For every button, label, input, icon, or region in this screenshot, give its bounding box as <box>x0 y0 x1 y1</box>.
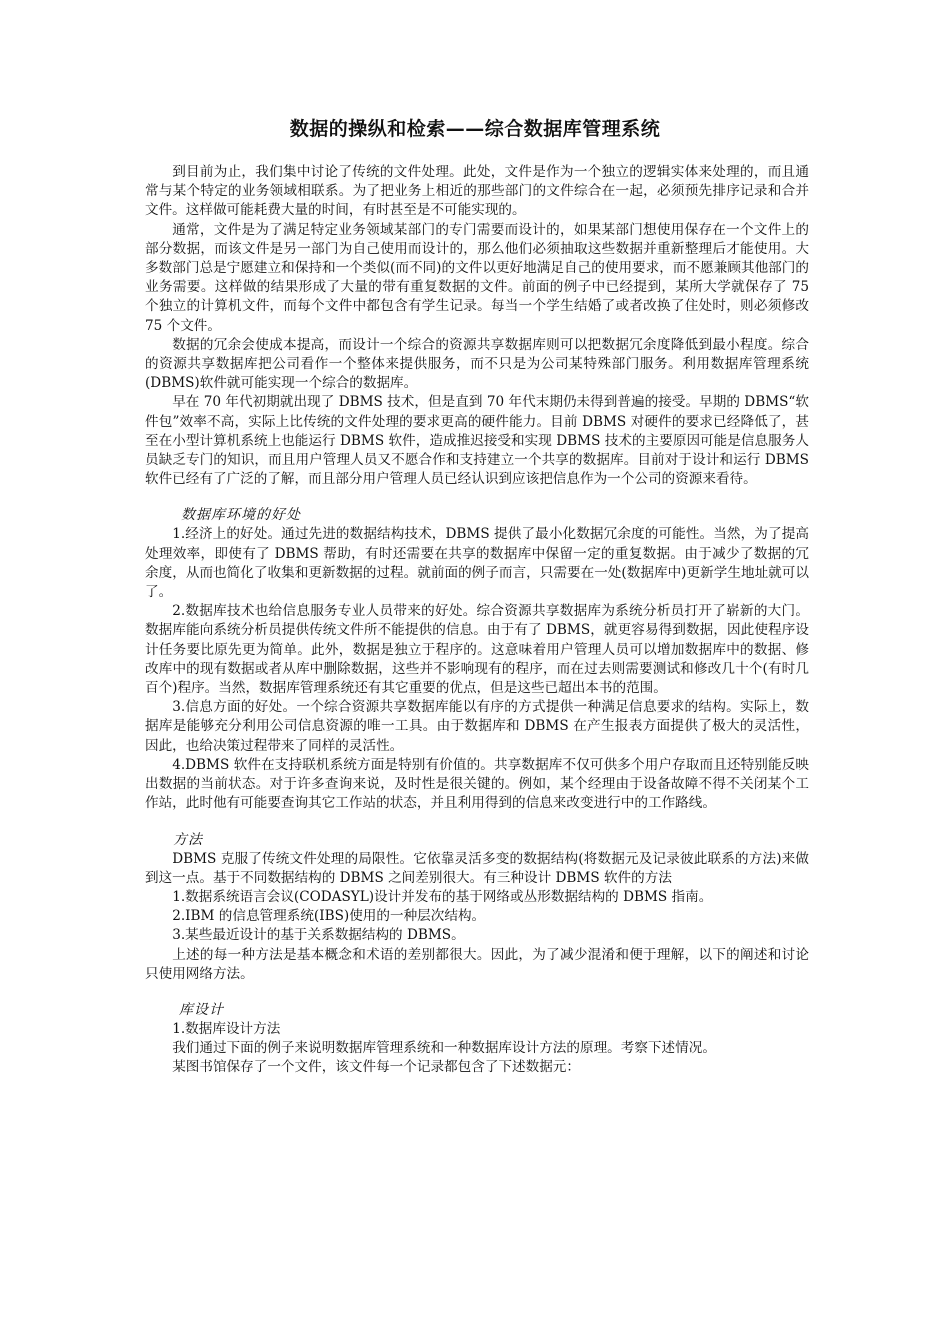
paragraph: 上述的每一种方法是基本概念和术语的差别都很大。因此，为了减少混淆和便于理解，以下的阐述和讨论只使用网络方法。 <box>145 946 809 982</box>
paragraph: 某图书馆保存了一个文件，该文件每一个记录都包含了下述数据元： <box>172 1059 580 1076</box>
paragraph: DBMS 克服了传统文件处理的局限性。它依靠灵活多变的数据结构(将数据元及记录彼此联系的方法)来做到这一点。基于不同数据结构的 DBMS 之间差别很大。有三种设计 DBMS 软件的方法 <box>145 850 809 886</box>
paragraph: 4.DBMS 软件在支持联机系统方面是特别有价值的。共享数据库不仅可供多个用户存取而且还特别能反映出数据的当前状态。对于许多查询来说，及时性是很关键的。例如，某个经理由于设备故障不得不关闭某个工作站，此时他有可能要查询其它工作站的状态，并且利用得到的信息来改变进行中的工作路线。 <box>145 756 809 812</box>
document-body <box>145 163 809 1078</box>
section-heading-methods: 方法 <box>173 831 203 848</box>
list-item: 2.IBM 的信息管理系统(IBS)使用的一种层次结构。 <box>172 908 486 925</box>
paragraph: 数据的冗余会使成本提高，而设计一个综合的资源共享数据库则可以把数据冗余度降低到最小程度。综合的资源共享数据库把公司看作一个整体来提供服务，而不只是为公司某特殊部门服务。利用数据库管理系统(DBMS)软件就可能实现一个综合的数据库。 <box>145 336 809 392</box>
paragraph: 早在 70 年代初期就出现了 DBMS 技术，但是直到 70 年代末期仍未得到普遍的接受。早期的 DBMS“软件包”效率不高，实际上比传统的文件处理的要求更高的硬件能力。目前 DBMS 对硬件的要求已经降低了，甚至在小型计算机系统上也能运行 DBMS 软件，造成推迟接受和实现 DBMS 技术的主要原因可能是信息服务人员缺乏专门的知识，而且用户管理人员又不愿合作和支持建立一个共享的数据库。目前对于设计和运行 DBMS 软件已经有了广泛的了解，而且部分用户管理人员已经认识到应该把信息作为一个公司的资源来看待。 <box>145 394 809 488</box>
paragraph: 通常，文件是为了满足特定业务领域某部门的专门需要而设计的，如果某部门想使用保存在一个文件上的部分数据，而该文件是另一部门为自己使用而设计的，那么他们必须抽取这些数据并重新整理后才能使用。大多数部门总是宁愿建立和保持和一个类似(而不同)的文件以更好地满足自己的使用要求，而不愿兼顾其他部门的业务需要。这样做的结果形成了大量的带有重复数据的文件。前面的例子中已经提到，某所大学就保存了 75 个独立的计算机文件，而每个文件中都包含有学生记录。每当一个学生结婚了或者改换了住处时，则必须修改 75 个文件。 <box>145 221 809 334</box>
paragraph: 到目前为止，我们集中讨论了传统的文件处理。此处，文件是作为一个独立的逻辑实体来处理的，而且通常与某个特定的业务领域相联系。为了把业务上相近的那些部门的文件综合在一起，必须预先排序记录和合并文件。这样做可能耗费大量的时间，有时甚至是不可能实现的。 <box>145 164 809 219</box>
paragraph: 2.数据库技术也给信息服务专业人员带来的好处。综合资源共享数据库为系统分析员打开了崭新的大门。数据库能向系统分析员提供传统文件所不能提供的信息。由于有了 DBMS，就更容易得到数据，因此使程序设计任务要比原先更为简单。此外，数据是独立于程序的。这意味着用户管理人员可以增加数据库中的数据、修改库中的现有数据或者从库中删除数据，这些并不影响现有的程序，而在过去则需要测试和修改几十个(有时几百个)程序。当然，数据库管理系统还有其它重要的优点，但是这些已超出本书的范围。 <box>145 603 809 697</box>
document-title: 数据的操纵和检索——综合数据库管理系统 <box>289 118 661 140</box>
paragraph: 我们通过下面的例子来说明数据库管理系统和一种数据库设计方法的原理。考察下述情况。 <box>172 1040 716 1057</box>
section-heading-benefits: 数据库环境的好处 <box>181 507 301 524</box>
paragraph: 3.信息方面的好处。一个综合资源共享数据库能以有序的方式提供一种满足信息要求的结构。实际上，数据库是能够充分利用公司信息资源的唯一工具。由于数据库和 DBMS 在产生报表方面提供了极大的灵活性，因此，也给决策过程带来了同样的灵活性。 <box>145 699 809 754</box>
list-item: 3.某些最近设计的基于关系数据结构的 DBMS。 <box>172 927 465 944</box>
paragraph: 1.经济上的好处。通过先进的数据结构技术，DBMS 提供了最小化数据冗余度的可能性。当然，为了提高处理效率，即使有了 DBMS 帮助，有时还需要在共享的数据库中保留一定的重复数据。由于减少了数据的冗余度，从而也简化了收集和更新数据的过程。就前面的例子而言，只需要在一处(数据库中)更新学生地址就可以了。 <box>145 526 809 601</box>
section-heading-database-design: 库设计 <box>179 1001 224 1018</box>
list-item: 1.数据系统语言会议(CODASYL)设计并发布的基于网络或丛形数据结构的 DBMS 指南。 <box>172 888 713 905</box>
subheading: 1.数据库设计方法 <box>172 1020 281 1037</box>
